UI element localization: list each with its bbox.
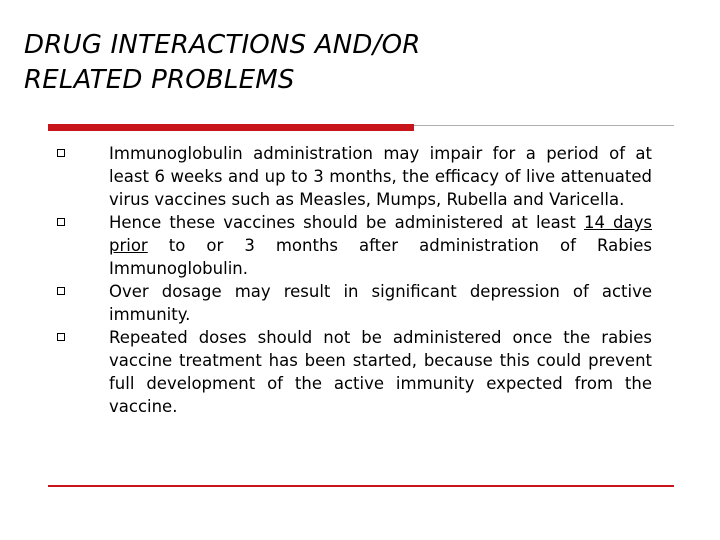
bullet-text-2-before: Hence these vaccines should be administered at least: [109, 213, 584, 232]
bullet-text-2-after: to or 3 months after administration of Rabies Immunoglobulin.: [109, 236, 652, 278]
slide-title-line-1: DRUG INTERACTIONS AND/OR: [24, 30, 421, 60]
bullet-item-1: [0, 142, 720, 211]
bullet-text-3: Over dosage may result in significant depression of active immunity.: [109, 282, 652, 324]
square-bullet-icon: [57, 333, 65, 341]
bullet-text-1: Immunoglobulin administration may impair for a period of at least 6 weeks and up to 3 months, the efficacy of live attenuated virus vaccines such as Measles, Mumps, Rubella and Varicella.: [109, 144, 652, 209]
bullet-text-4: Repeated doses should not be administered once the rabies vaccine treatment has been started, because this could prevent full development of the active immunity expected from the vaccine.: [109, 328, 652, 416]
bullet-text-2-underlined: 14 days prior: [109, 213, 653, 255]
slide-title-line-2: RELATED PROBLEMS: [24, 65, 295, 95]
footer-divider: [48, 485, 674, 487]
bullet-text-2: [109, 211, 652, 280]
slide-title: [24, 28, 684, 98]
bullet-list: [0, 142, 720, 418]
square-bullet-icon: [57, 149, 65, 157]
bullet-item-2: [0, 211, 720, 280]
title-divider-accent: [48, 124, 414, 131]
square-bullet-icon: [57, 218, 65, 226]
square-bullet-icon: [57, 287, 65, 295]
bullet-item-3: [0, 280, 720, 326]
bullet-item-4: [0, 326, 720, 418]
